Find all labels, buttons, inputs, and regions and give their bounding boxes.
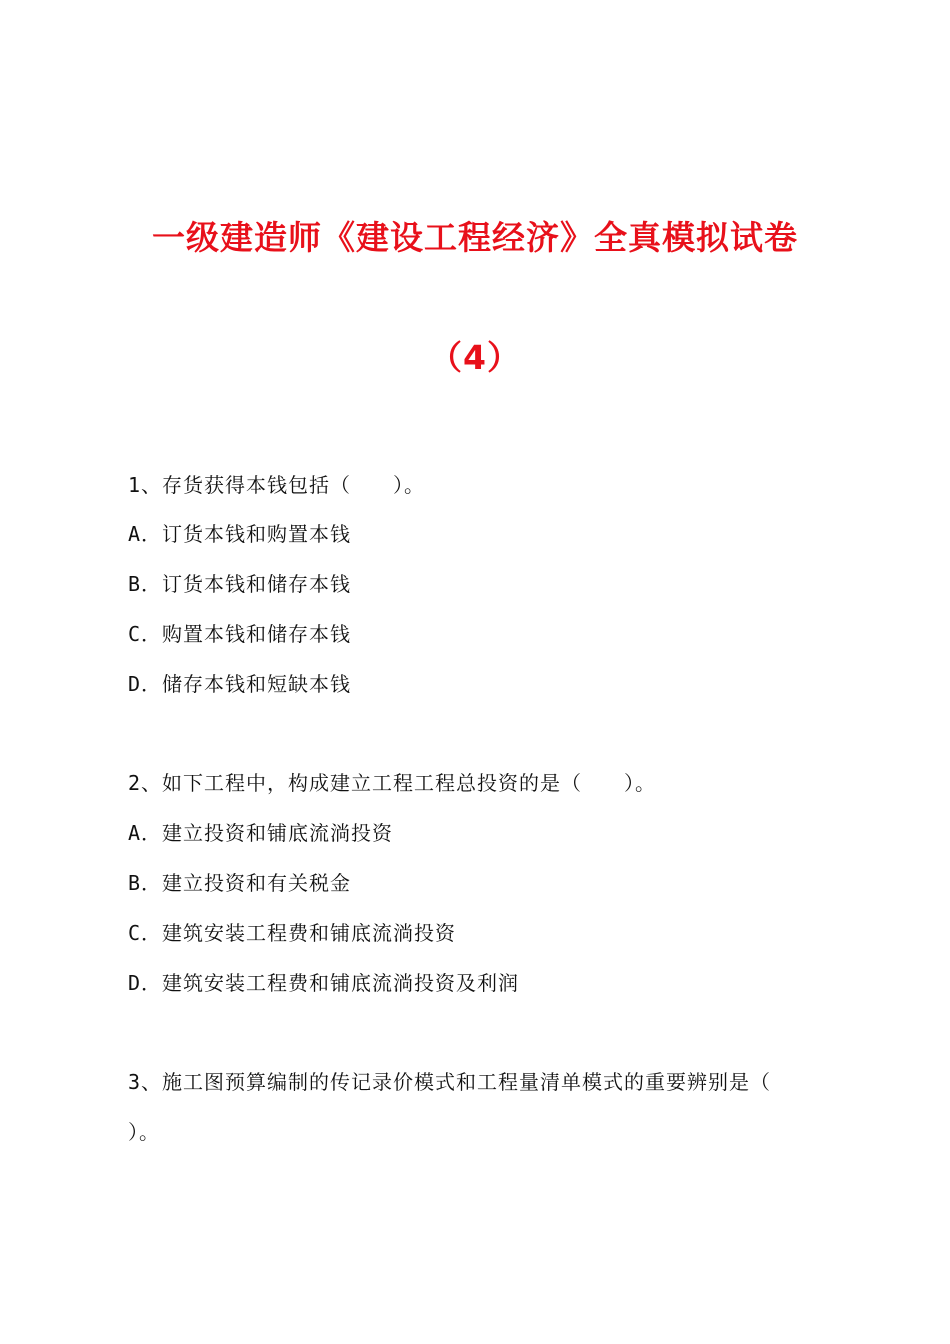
question-1-option-c: C．购置本钱和储存本钱 [128, 622, 352, 646]
page-title-line2: （4） [429, 338, 521, 377]
question-3-stem-line1: 3、施工图预算编制的传记录价模式和工程量清单模式的重要辨别是（ [128, 1070, 772, 1094]
question-1-option-b: B．订货本钱和储存本钱 [128, 572, 352, 596]
question-1-option-a: A．订货本钱和购置本钱 [128, 522, 352, 546]
question-1-option-d: D．储存本钱和短缺本钱 [128, 672, 352, 696]
question-2-option-c: C．建筑安装工程费和铺底流淌投资 [128, 921, 457, 945]
question-2-option-b: B．建立投资和有关税金 [128, 871, 352, 895]
question-1-stem: 1、存货获得本钱包括（ ）。 [128, 473, 426, 497]
question-2-stem: 2、如下工程中，构成建立工程工程总投资的是（ ）。 [128, 771, 657, 795]
page-title-line1: 一级建造师《建设工程经济》全真模拟试卷 [152, 218, 798, 257]
question-2-option-a: A．建立投资和铺底流淌投资 [128, 821, 394, 845]
question-2-option-d: D．建筑安装工程费和铺底流淌投资及利润 [128, 971, 520, 995]
question-3-stem-line2: ）。 [128, 1120, 160, 1144]
